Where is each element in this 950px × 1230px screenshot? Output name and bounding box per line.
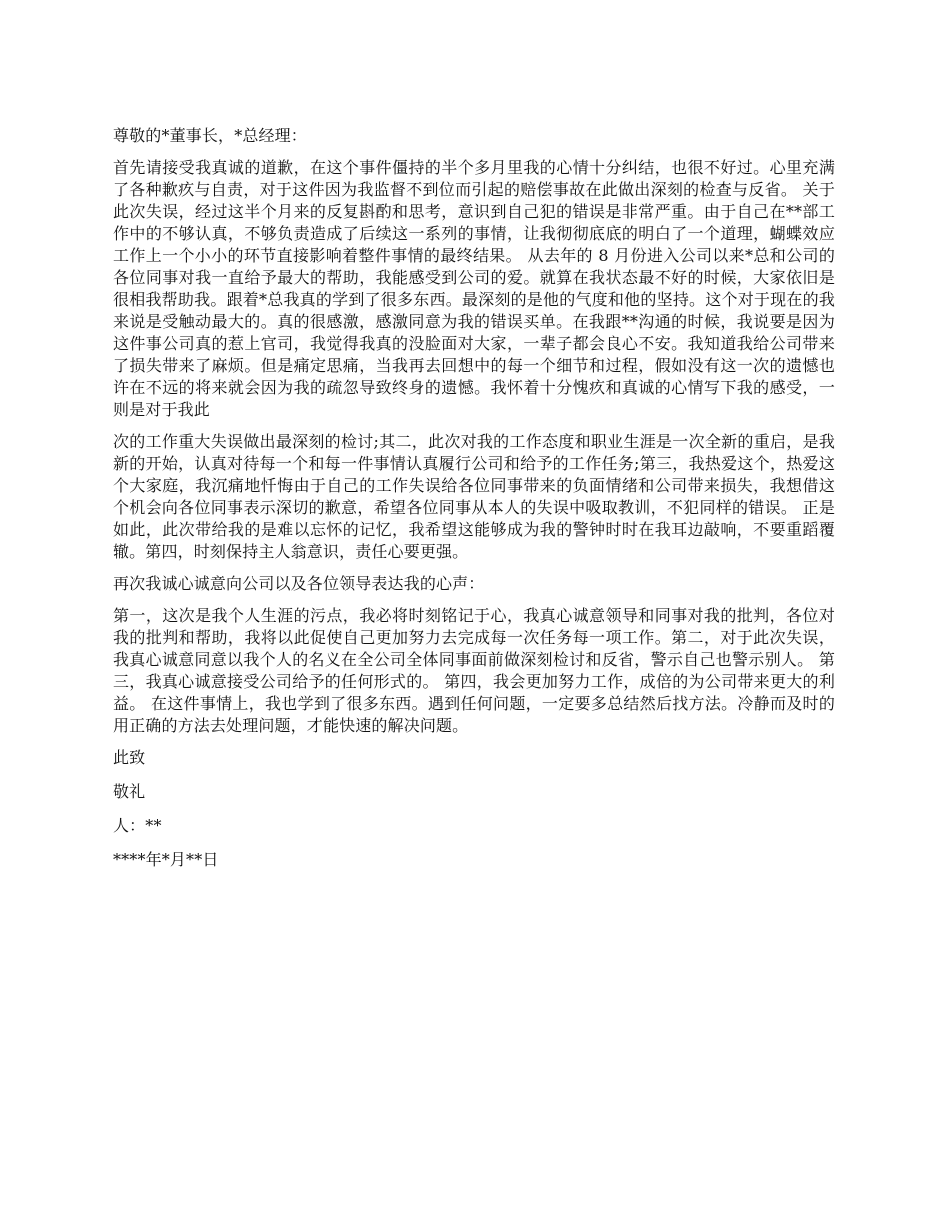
closing-greeting: 此致 xyxy=(113,748,146,767)
salutation: 尊敬的*董事长，*总经理： xyxy=(113,126,307,145)
body-paragraph-3: 再次我诚心诚意向公司以及各位领导表达我的心声： xyxy=(113,574,485,593)
body-paragraph-4: 第一，这次是我个人生涯的污点，我必将时刻铭记于心，我真心诚意领导和同事对我的批判，各位对我的批判和帮助，我将以此促使自己更加努力去完成每一次任务每一项工作。第二，对于此次失误，我真心诚意同意以我个人的名义在全公司全体同事面前做深刻检讨和反省，警示自己也警示别人。 第三，我真心诚意接受公司给予的任何形式的。 第四，我会更加努力工作，成倍的为公司带来更大的利益。 在这件事情上，我也学到了很多东西。遇到任何问题，一定要多总结然后找方法。冷静而及时的用正确的方法去处理问题，才能快速的解决问题。 xyxy=(113,606,835,735)
closing-salute: 敬礼 xyxy=(113,782,146,801)
document-page xyxy=(113,125,835,883)
body-paragraph-2: 次的工作重大失误做出最深刻的检讨;其二，此次对我的工作态度和职业生涯是一次全新的重启，是我新的开始，认真对待每一个和每一件事情认真履行公司和给予的工作任务;第三，我热爱这个，热爱这个大家庭，我沉痛地忏悔由于自己的工作失误给各位同事带来的负面情绪和公司带来损失，我想借这个机会向各位同事表示深切的歉意，希望各位同事从本人的失误中吸取教训，不犯同样的错误。 正是如此，此次带给我的是难以忘怀的记忆，我希望这能够成为我的警钟时时在我耳边敲响，不要重蹈覆辙。第四，时刻保持主人翁意识，责任心要更强。 xyxy=(113,432,835,561)
signer-line: 人：** xyxy=(113,816,162,835)
date-line: ****年*月**日 xyxy=(113,850,219,869)
body-paragraph-1: 首先请接受我真诚的道歉，在这个事件僵持的半个多月里我的心情十分纠结，也很不好过。心里充满了各种歉疚与自责，对于这件因为我监督不到位而引起的赔偿事故在此做出深刻的检查与反省。 关于此次失误，经过这半个月来的反复斟酌和思考，意识到自己犯的错误是非常严重。由于自己在**部工作中的不够认真，不够负责造成了后续这一系列的事情，让我彻彻底底的明白了一个道理，蝴蝶效应工作上一个小小的环节直接影响着整件事情的最终结果。 从去年的 8 月份进入公司以来*总和公司的各位同事对我一直给予最大的帮助，我能感受到公司的爱。就算在我状态最不好的时候，大家依旧是很相我帮助我。跟着*总我真的学到了很多东西。最深刻的是他的气度和他的坚持。这个对于现在的我来说是受触动最大的。真的很感激，感激同意为我的错误买单。在我跟**沟通的时候，我说要是因为这件事公司真的惹上官司，我觉得我真的没脸面对大家，一辈子都会良心不安。我知道我给公司带来了损失带来了麻烦。但是痛定思痛，当我再去回想中的每一个细节和过程，假如没有这一次的遗憾也许在不远的将来就会因为我的疏忽导致终身的遗憾。我怀着十分愧疚和真诚的心情写下我的感受，一则是对于我此 xyxy=(113,158,835,419)
